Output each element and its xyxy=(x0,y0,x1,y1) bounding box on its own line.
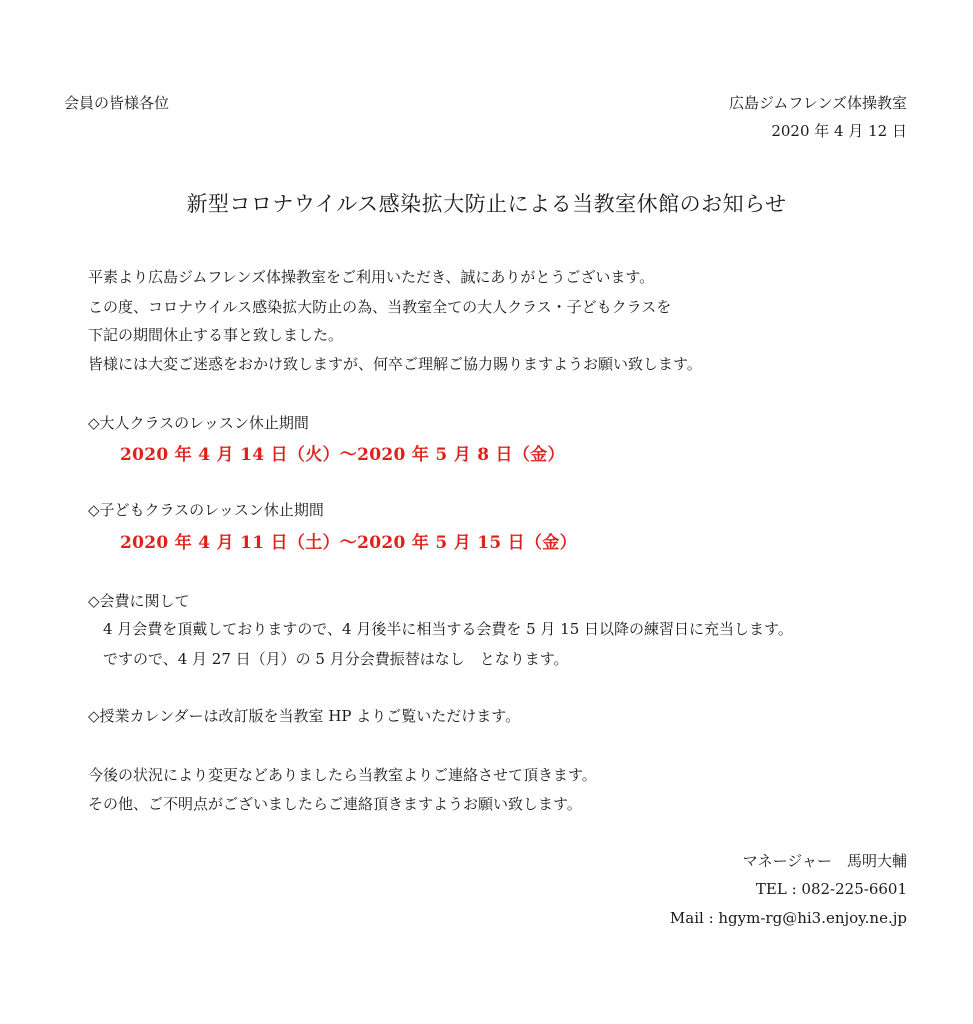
intro-line-2: この度、コロナウイルス感染拡大防止の為、当教室全ての大人クラス・子どもクラスを xyxy=(88,298,672,316)
fees-line-1: 4 月会費を頂戴しておりますので、4 月後半に相当する会費を 5 月 15 日以降の練習日に充当します。 xyxy=(103,620,793,638)
contact-mail: Mail : hgym-rg@hi3.enjoy.ne.jp xyxy=(669,909,907,927)
manager-name: マネージャー 馬明大輔 xyxy=(742,852,907,870)
adult-class-heading: ◇大人クラスのレッスン休止期間 xyxy=(88,414,309,432)
recipient-line: 会員の皆様各位 xyxy=(64,94,170,112)
fees-line-2: ですので、4 月 27 日（月）の 5 月分会費振替はなし となります。 xyxy=(103,650,569,668)
closing-line-2: その他、ご不明点がございましたらご連絡頂きますようお願い致します。 xyxy=(88,795,582,813)
issue-date: 2020 年 4 月 12 日 xyxy=(771,122,907,140)
child-class-period: 2020 年 4 月 11 日（土）～2020 年 5 月 15 日（金） xyxy=(120,533,577,553)
calendar-note: ◇授業カレンダーは改訂版を当教室 HP よりご覧いただけます。 xyxy=(88,707,521,725)
contact-tel: TEL : 082-225-6601 xyxy=(755,880,907,898)
sender-name: 広島ジムフレンズ体操教室 xyxy=(729,94,907,112)
closing-line-1: 今後の状況により変更などありましたら当教室よりご連絡させて頂きます。 xyxy=(88,766,597,784)
intro-line-1: 平素より広島ジムフレンズ体操教室をご利用いただき、誠にありがとうございます。 xyxy=(88,268,655,286)
fees-heading: ◇会費に関して xyxy=(88,592,190,610)
intro-line-4: 皆様には大変ご迷惑をおかけ致しますが、何卒ご理解ご協力賜りますようお願い致します。 xyxy=(88,355,702,373)
document-title: 新型コロナウイルス感染拡大防止による当教室休館のお知らせ xyxy=(186,192,787,216)
adult-class-period: 2020 年 4 月 14 日（火）～2020 年 5 月 8 日（金） xyxy=(120,445,565,465)
intro-line-3: 下記の期間休止する事と致しました。 xyxy=(88,326,344,344)
child-class-heading: ◇子どもクラスのレッスン休止期間 xyxy=(88,501,324,519)
